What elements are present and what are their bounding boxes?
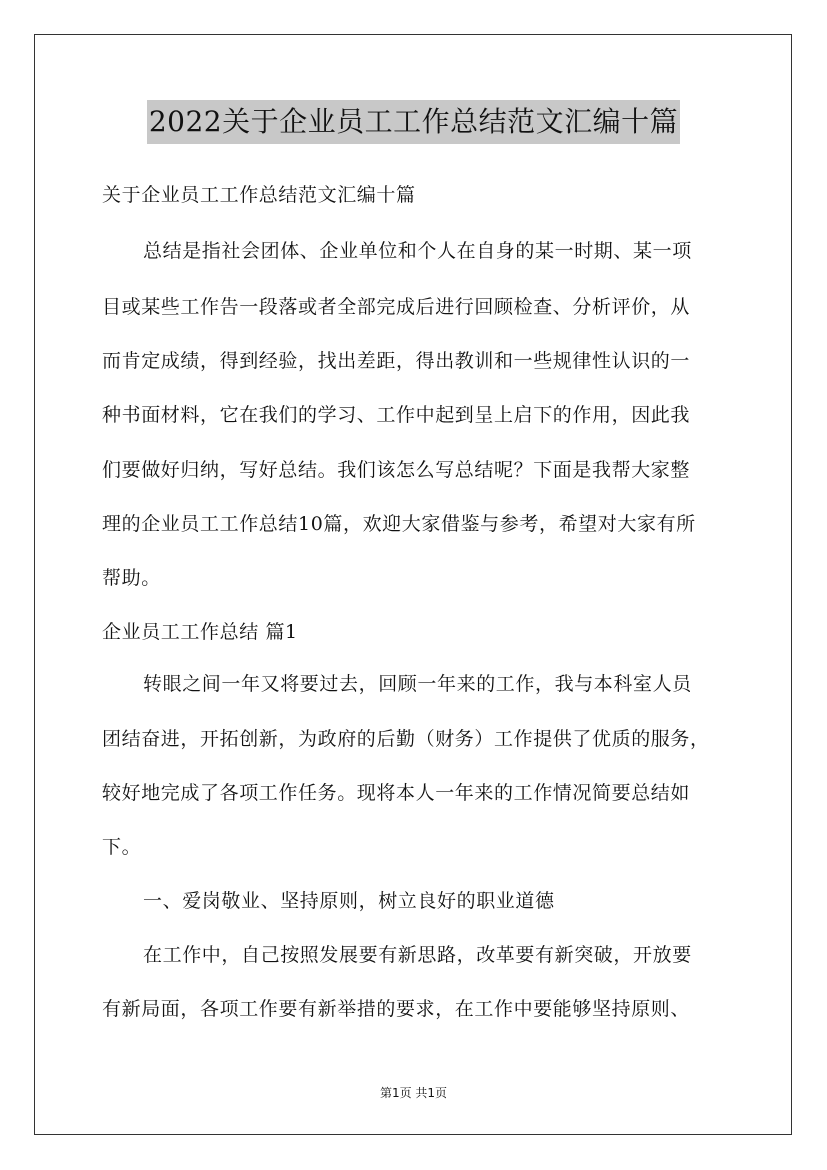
intro-line: 们要做好归纳，写好总结。我们该怎么写总结呢？下面是我帮大家整 (102, 459, 691, 481)
section-line: 转眼之间一年又将要过去，回顾一年来的工作，我与本科室人员 (143, 673, 692, 695)
section-line: 团结奋进，开拓创新，为政府的后勤（财务）工作提供了优质的服务， (102, 728, 710, 750)
intro-line: 帮助。 (102, 567, 161, 589)
body-line: 在工作中，自己按照发展要有新思路，改革要有新突破，开放要 (143, 944, 692, 966)
intro-line: 而肯定成绩，得到经验，找出差距，得出教训和一些规律性认识的一 (102, 350, 691, 372)
intro-line: 理的企业员工工作总结10篇，欢迎大家借鉴与参考，希望对大家有所 (102, 513, 696, 535)
section-line: 下。 (102, 836, 142, 858)
intro-line: 目或某些工作告一段落或者全部完成后进行回顾检查、分析评价，从 (102, 296, 691, 318)
section-line: 较好地完成了各项工作任务。现将本人一年来的工作情况简要总结如 (102, 782, 691, 804)
body-line: 有新局面，各项工作要有新举措的要求，在工作中要能够坚持原则、 (102, 998, 691, 1020)
subheading: 一、爱岗敬业、坚持原则，树立良好的职业道德 (143, 890, 555, 912)
document-subtitle: 关于企业员工工作总结范文汇编十篇 (102, 184, 416, 206)
page-footer: 第1页 共1页 (379, 1086, 448, 1100)
intro-line: 种书面材料，它在我们的学习、工作中起到呈上启下的作用，因此我 (102, 404, 691, 426)
title-container (0, 100, 827, 144)
document-title: 2022关于企业员工工作总结范文汇编十篇 (147, 100, 680, 144)
intro-line: 总结是指社会团体、企业单位和个人在自身的某一时期、某一项 (143, 240, 692, 262)
section-heading: 企业员工工作总结 篇1 (102, 621, 298, 643)
